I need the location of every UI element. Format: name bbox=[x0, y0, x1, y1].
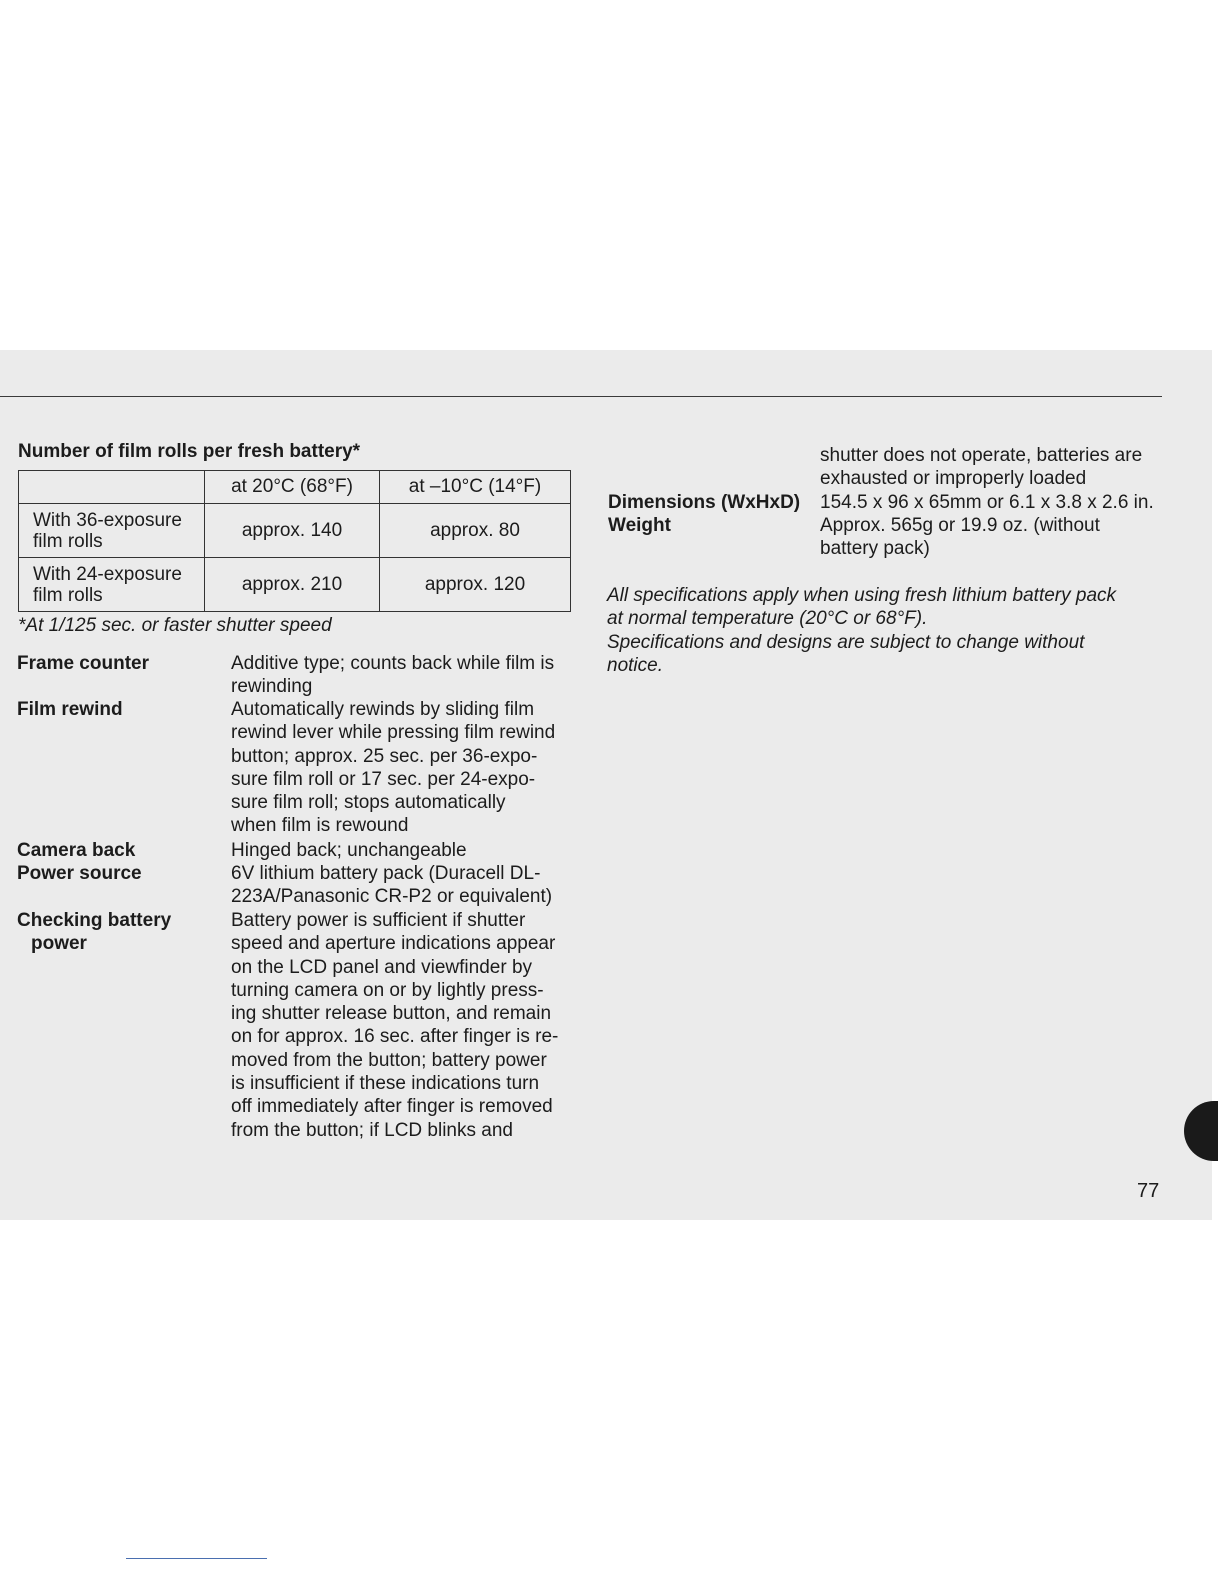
table-header-row bbox=[19, 471, 571, 504]
row-label-24: With 24-exposure film rolls bbox=[19, 558, 205, 612]
cell-24-minus10c: approx. 120 bbox=[380, 558, 571, 612]
table-title: Number of film rolls per fresh battery* bbox=[18, 441, 361, 462]
spec-term-line2: power bbox=[31, 933, 87, 955]
spec-term: Film rewind bbox=[17, 699, 123, 720]
spec-desc: Battery power is sufficient if shutter speed and aperture indications appear on the LCD panel and viewfinder by turning camera on or by lightly press- ing shutter release button, and remain on for approx. 16 sec. after finger is re- moved from the button; battery power is insufficient if these indications turn off immediately after finger is removed from the button; if LCD blinks and bbox=[231, 910, 559, 1141]
table-header-20c: at 20°C (68°F) bbox=[205, 471, 380, 504]
spec-term: Weight bbox=[608, 515, 671, 536]
spec-desc: Approx. 565g or 19.9 oz. (without battery pack) bbox=[820, 515, 1100, 560]
spec-desc: 6V lithium battery pack (Duracell DL- 223A/Panasonic CR-P2 or equivalent) bbox=[231, 863, 553, 908]
cell-36-20c: approx. 140 bbox=[205, 504, 380, 558]
top-rule bbox=[0, 396, 1162, 397]
battery-table bbox=[18, 470, 571, 612]
table-row bbox=[19, 504, 571, 558]
table-row bbox=[19, 558, 571, 612]
spec-desc: Automatically rewinds by sliding film rewind lever while pressing film rewind button; approx. 25 sec. per 36-expo- sure film roll or 17 sec. per 24-expo- sure film roll; stops automatically when film is rewound bbox=[231, 699, 556, 837]
page-number: 77 bbox=[1137, 1180, 1160, 1202]
note-changes: Specifications and designs are subject to change without notice. bbox=[607, 631, 1085, 676]
spec-term: Dimensions (WxHxD) bbox=[608, 492, 801, 513]
spec-desc: Additive type; counts back while film is rewinding bbox=[231, 653, 555, 698]
footer-rule bbox=[126, 1558, 267, 1559]
note-conditions: All specifications apply when using fresh lithium battery pack at normal temperature (20°C or 68°F). bbox=[607, 585, 1117, 630]
table-footnote: *At 1/125 sec. or faster shutter speed bbox=[18, 615, 332, 636]
cell-36-minus10c: approx. 80 bbox=[380, 504, 571, 558]
table-header-blank bbox=[19, 471, 205, 504]
spec-term: Power source bbox=[17, 863, 142, 884]
spec-term-line1: Checking battery bbox=[17, 910, 172, 931]
spec-desc: Hinged back; unchangeable bbox=[231, 840, 467, 861]
table-header-minus10c: at –10°C (14°F) bbox=[380, 471, 571, 504]
spec-desc: 154.5 x 96 x 65mm or 6.1 x 3.8 x 2.6 in. bbox=[820, 492, 1154, 513]
spec-term: Frame counter bbox=[17, 653, 149, 674]
cell-24-20c: approx. 210 bbox=[205, 558, 380, 612]
row-label-36: With 36-exposure film rolls bbox=[19, 504, 205, 558]
spec-continuation: shutter does not operate, batteries are exhausted or improperly loaded bbox=[820, 445, 1143, 490]
spec-term: Camera back bbox=[17, 840, 136, 861]
spec-notes bbox=[607, 584, 1167, 677]
spec-term bbox=[17, 909, 217, 956]
